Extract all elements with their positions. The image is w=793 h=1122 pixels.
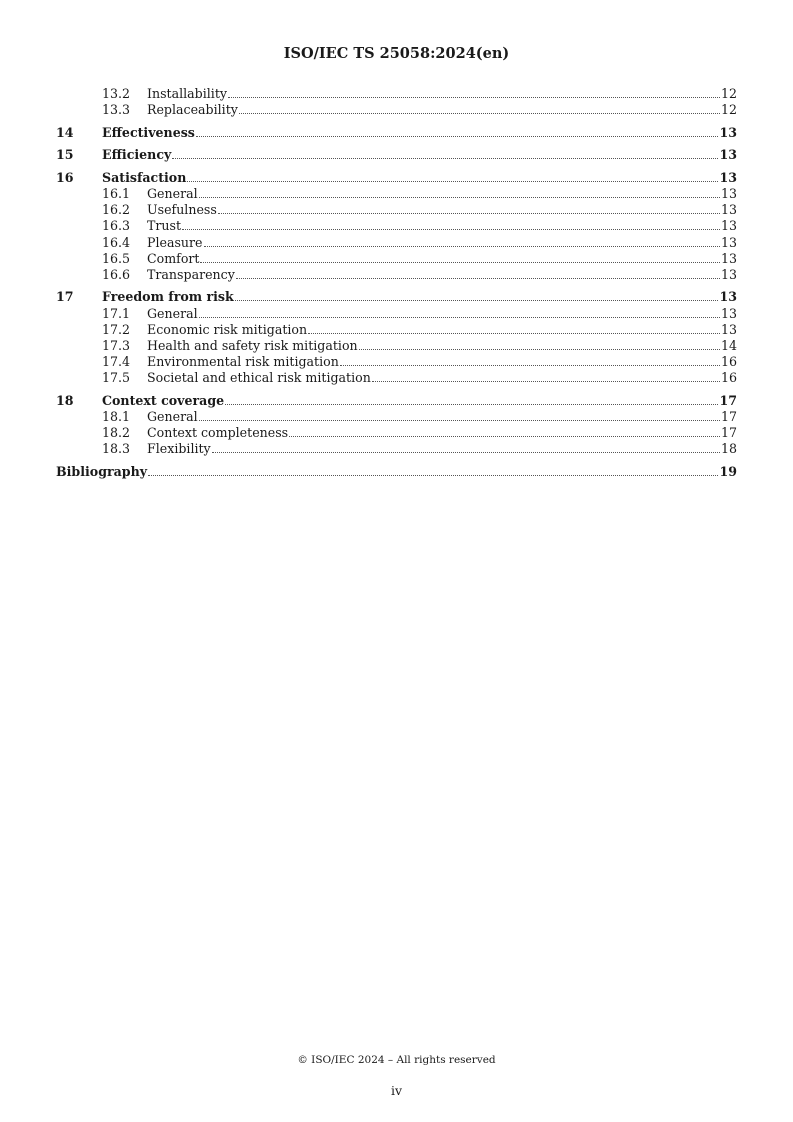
toc-entry-number [56, 354, 147, 370]
toc-entry[interactable] [56, 393, 737, 409]
toc-entry-title: Satisfaction [102, 169, 187, 185]
toc-entry-number [56, 251, 147, 267]
toc-entry-number: 14 [56, 124, 74, 140]
toc-entry-title: Economic risk mitigation [147, 321, 308, 337]
dot-leader [199, 317, 720, 318]
toc-entry-title: Context coverage [102, 392, 225, 408]
table-of-contents [56, 86, 737, 480]
dot-leader [236, 278, 720, 279]
toc-entry-number [56, 338, 147, 354]
dot-leader [239, 113, 720, 114]
toc-entry-number-text: 17.5 [102, 370, 131, 386]
toc-entry-page: 12 [720, 86, 737, 102]
toc-entry-number [56, 186, 147, 202]
toc-entry-page: 13 [719, 124, 737, 140]
toc-entry-number: 17 [56, 289, 74, 305]
dot-leader [187, 181, 718, 182]
toc-entry-title: Health and safety risk mitigation [147, 338, 358, 353]
toc-entry-number-text: 18.1 [102, 409, 131, 425]
toc-entry[interactable] [56, 125, 737, 141]
toc-entry-title: Environmental risk mitigation [147, 354, 339, 370]
dot-leader [235, 300, 719, 301]
dot-leader [172, 158, 718, 159]
toc-entry-title: Installability [147, 86, 228, 102]
dot-leader [228, 97, 720, 98]
toc-entry-page: 13 [719, 147, 737, 163]
dot-leader [148, 475, 718, 476]
toc-entry-number [56, 441, 147, 457]
toc-entry-number-text: 13.3 [102, 102, 131, 118]
toc-entry-page: 12 [720, 102, 737, 118]
page-number: iv [390, 1083, 403, 1098]
toc-subentry[interactable] [56, 354, 737, 370]
dot-leader [359, 349, 720, 350]
toc-entry-number-text: 18.3 [102, 441, 131, 457]
toc-entry-number [56, 218, 147, 234]
toc-entry-number-text: 17.2 [102, 321, 131, 337]
toc-entry[interactable] [56, 147, 737, 163]
toc-entry-number: 16 [56, 169, 74, 185]
dot-leader [340, 365, 720, 366]
toc-subentry[interactable] [56, 267, 737, 283]
toc-entry-page: 13 [720, 305, 737, 321]
toc-entry-page: 13 [719, 289, 737, 305]
toc-subentry[interactable] [56, 305, 737, 321]
toc-entry-number-text: 18.2 [102, 425, 131, 441]
toc-entry-page: 18 [720, 441, 737, 457]
toc-entry-page: 16 [720, 370, 737, 386]
dot-leader [308, 333, 720, 334]
toc-entry-title: Pleasure [147, 234, 203, 250]
dot-leader [182, 229, 720, 230]
toc-entry-title: Transparency [147, 266, 235, 282]
dot-leader [372, 381, 720, 382]
toc-subentry[interactable] [56, 338, 737, 354]
toc-subentry[interactable] [56, 186, 737, 202]
toc-entry[interactable] [56, 170, 737, 186]
toc-subentry[interactable] [56, 370, 737, 386]
toc-entry-number [56, 306, 147, 322]
toc-entry-title: Comfort [147, 250, 200, 266]
dot-leader [204, 246, 720, 247]
document-header: ISO/IEC TS 25058:2024(en) [283, 45, 510, 62]
dot-leader [200, 262, 719, 263]
toc-entry-number-text: 17.4 [102, 354, 131, 370]
toc-entry-page: 13 [720, 266, 737, 282]
toc-entry-page: 16 [720, 354, 737, 370]
toc-entry-number-text: 16.4 [102, 234, 131, 250]
toc-entry-page: 14 [720, 338, 737, 353]
dot-leader [196, 136, 719, 137]
toc-entry-page: 17 [720, 425, 737, 441]
toc-entry-number-text: 16.5 [102, 250, 131, 266]
toc-entry-title: Usefulness [147, 202, 217, 218]
toc-subentry[interactable] [56, 218, 737, 234]
toc-entry-number-text: 16.2 [102, 202, 131, 218]
toc-subentry[interactable] [56, 425, 737, 441]
toc-entry-number [56, 425, 147, 441]
toc-entry-title: Flexibility [147, 441, 211, 457]
toc-entry-number [56, 102, 147, 118]
toc-entry-number-text: 16.3 [102, 218, 131, 234]
toc-entry-title: Effectiveness [102, 124, 195, 140]
toc-entry-number [56, 322, 147, 338]
toc-subentry[interactable] [56, 202, 737, 218]
toc-entry-number: 18 [56, 392, 74, 408]
toc-entry-page: 13 [720, 321, 737, 337]
toc-entry-number [56, 235, 147, 251]
toc-entry-page: 13 [720, 218, 737, 234]
toc-entry-title: Societal and ethical risk mitigation [147, 370, 371, 386]
toc-entry-number [56, 409, 147, 425]
toc-entry-title: Replaceability [147, 102, 238, 118]
toc-entry-number-text: 16.1 [102, 186, 131, 202]
toc-entry-number [56, 86, 147, 102]
toc-subentry[interactable] [56, 86, 737, 102]
toc-entry-title: Freedom from risk [102, 289, 234, 305]
dot-leader [218, 213, 720, 214]
copyright-notice: © ISO/IEC 2024 – All rights reserved [297, 1054, 496, 1066]
toc-entry-title: Bibliography [56, 463, 148, 479]
toc-entry-title: Efficiency [102, 147, 172, 163]
toc-entry-number [56, 202, 147, 218]
toc-subentry[interactable] [56, 251, 737, 267]
toc-entry[interactable] [56, 289, 737, 305]
toc-entry-number-text: 17.3 [102, 338, 131, 353]
dot-leader [199, 420, 720, 421]
toc-subentry[interactable] [56, 234, 737, 250]
toc-entry-number-text: 16.6 [102, 266, 131, 282]
toc-entry-title: General [147, 186, 198, 202]
toc-entry-page: 13 [719, 169, 737, 185]
toc-entry-number [56, 370, 147, 386]
toc-entry-number [56, 267, 147, 283]
toc-entry-page: 19 [719, 463, 737, 479]
toc-entry-title: Trust [147, 218, 182, 234]
toc-entry-page: 17 [719, 392, 737, 408]
toc-entry-title: Context completeness [147, 425, 289, 441]
toc-entry-page: 13 [720, 234, 737, 250]
toc-entry-number-text: 13.2 [102, 86, 131, 102]
toc-entry-page: 17 [720, 409, 737, 425]
toc-entry-title: General [147, 305, 198, 321]
toc-entry-page: 13 [720, 250, 737, 266]
toc-subentry[interactable] [56, 441, 737, 457]
dot-leader [212, 452, 720, 453]
toc-entry-page: 13 [720, 186, 737, 202]
toc-subentry[interactable] [56, 409, 737, 425]
toc-entry-title: General [147, 409, 198, 425]
dot-leader [199, 197, 720, 198]
toc-entry-number-text: 17.1 [102, 305, 131, 321]
toc-subentry[interactable] [56, 102, 737, 118]
dot-leader [225, 404, 718, 405]
toc-entry-page: 13 [720, 202, 737, 218]
toc-entry[interactable] [56, 464, 737, 480]
toc-entry-number: 15 [56, 147, 74, 163]
toc-subentry[interactable] [56, 322, 737, 338]
dot-leader [289, 436, 720, 437]
